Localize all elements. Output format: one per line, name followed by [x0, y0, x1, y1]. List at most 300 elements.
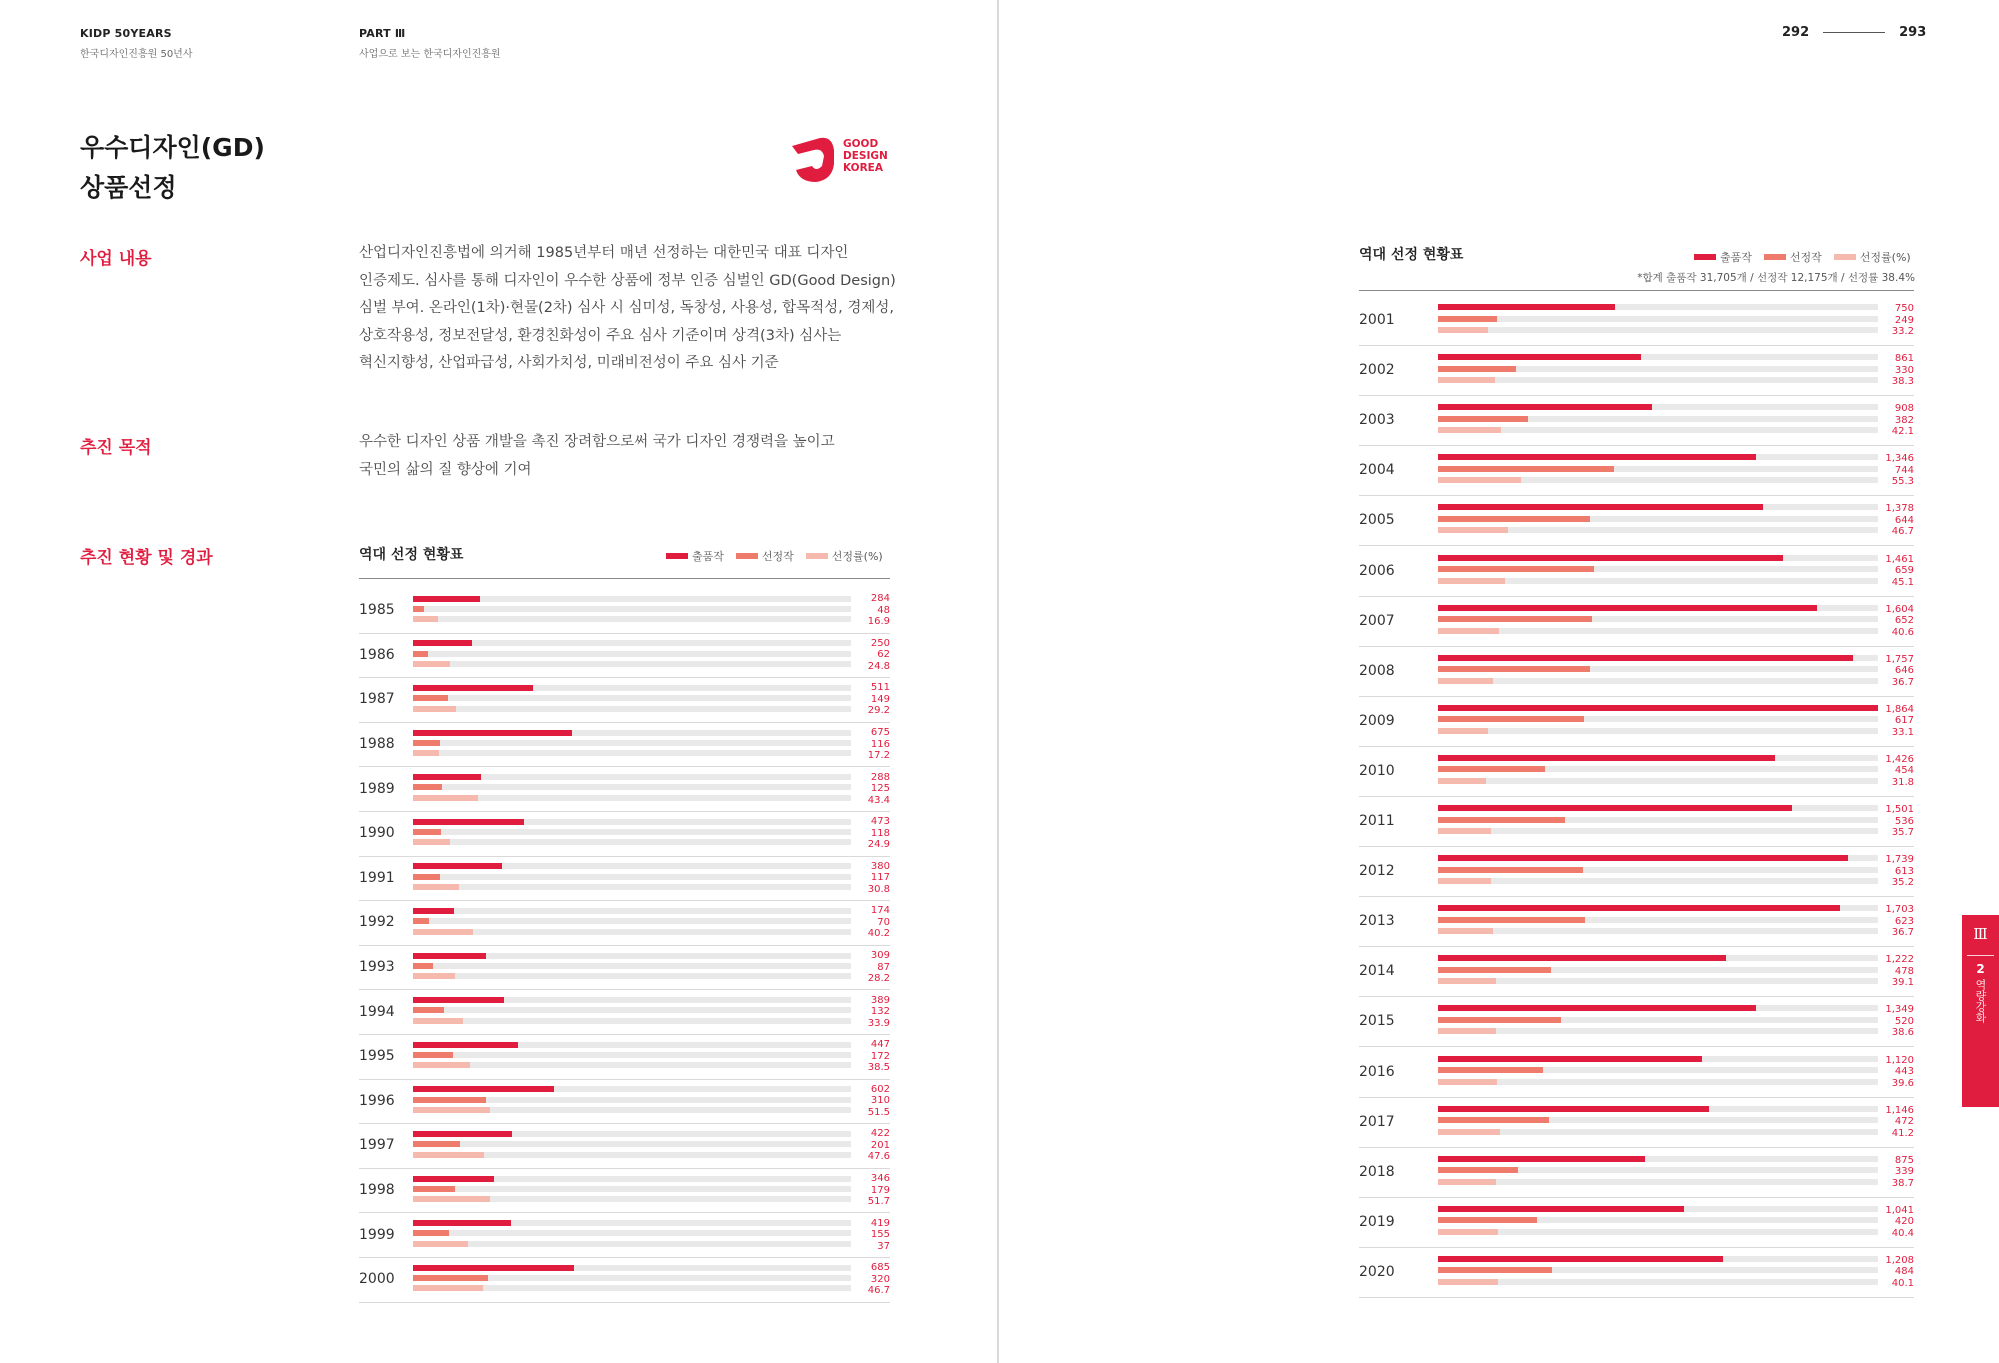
year-label: 2007: [1359, 612, 1395, 629]
value-labels: [1854, 353, 1914, 388]
bar-track: [413, 1052, 851, 1058]
rate-label: 33.9: [867, 1017, 890, 1029]
bar-track: [1438, 1229, 1878, 1235]
bar-selected: [413, 918, 429, 924]
bar-entries: [1438, 1056, 1702, 1062]
bar-selected: [413, 829, 441, 835]
chart-row-2006: [1359, 547, 1914, 597]
rate-label: 35.7: [1891, 827, 1914, 839]
chart-title-right: 역대 선정 현황표: [1359, 247, 1464, 263]
bar-rate: [413, 1285, 483, 1291]
bar-entries: [1438, 705, 1878, 711]
entries-label: 602: [870, 1083, 890, 1095]
rate-label: 46.7: [867, 1285, 890, 1297]
entries-label: 174: [870, 905, 890, 917]
chart-row-2016: [1359, 1048, 1914, 1098]
bar-track: [413, 640, 851, 646]
entries-label: 284: [870, 593, 890, 605]
bar-selected: [413, 1186, 455, 1192]
year-label: 1997: [359, 1137, 395, 1154]
selected-label: 659: [1894, 565, 1914, 577]
entries-label: 1,501: [1885, 804, 1914, 816]
bar-rate: [1438, 427, 1501, 433]
value-labels: [830, 1173, 890, 1208]
bar-track: [1438, 628, 1878, 634]
rate-label: 16.9: [867, 616, 890, 628]
rate-label: 43.4: [867, 794, 890, 806]
bar-rate: [413, 1196, 490, 1202]
chart-row-2015: [1359, 997, 1914, 1047]
rate-label: 45.1: [1891, 576, 1914, 588]
selected-label: 117: [870, 872, 890, 884]
good-design-korea-logo: [786, 136, 898, 184]
bar-track: [1438, 1129, 1878, 1135]
bar-rate: [413, 1241, 468, 1247]
bar-track: [413, 829, 851, 835]
bar-entries: [1438, 755, 1775, 761]
bar-rate: [1438, 477, 1521, 483]
selected-label: 249: [1894, 314, 1914, 326]
bar-entries: [1438, 1206, 1684, 1212]
selected-label: 613: [1894, 865, 1914, 877]
bar-rate: [413, 1107, 490, 1113]
bar-rate: [1438, 928, 1493, 934]
bar-selected: [1438, 716, 1584, 722]
value-labels: [830, 861, 890, 896]
chart-top-rule-left: [359, 578, 890, 579]
year-label: 2002: [1359, 362, 1395, 379]
entries-label: 1,349: [1885, 1004, 1914, 1016]
chart-row-2018: [1359, 1148, 1914, 1198]
chart-row-2011: [1359, 797, 1914, 847]
bar-rate: [1438, 327, 1488, 333]
bar-selected: [1438, 1067, 1543, 1073]
value-labels: [1854, 954, 1914, 989]
year-label: 2020: [1359, 1263, 1395, 1280]
entries-label: 1,346: [1885, 453, 1914, 465]
bar-selected: [413, 1275, 488, 1281]
entries-label: 447: [870, 1039, 890, 1051]
bar-track: [413, 874, 851, 880]
value-labels: [830, 638, 890, 673]
selected-label: 652: [1894, 615, 1914, 627]
bar-entries: [1438, 454, 1756, 460]
logo-text: GOOD DESIGN KOREA: [843, 138, 888, 174]
rate-label: 40.6: [1891, 626, 1914, 638]
bar-track: [413, 918, 851, 924]
value-labels: [830, 1262, 890, 1297]
side-tab-text: 역량강화: [1974, 979, 1987, 1023]
bar-rate: [413, 661, 450, 667]
chart-row-2019: [1359, 1198, 1914, 1248]
bar-selected: [1438, 1167, 1518, 1173]
year-label: 2009: [1359, 712, 1395, 729]
entries-label: 288: [870, 771, 890, 783]
rate-label: 37: [877, 1240, 890, 1252]
year-label: 1992: [359, 914, 395, 931]
selected-label: 520: [1894, 1015, 1914, 1027]
chart-top-rule-right: [1359, 290, 1914, 291]
bar-rate: [1438, 1279, 1498, 1285]
chart-row-1990: [359, 812, 890, 857]
chart-row-2004: [1359, 446, 1914, 496]
bar-entries: [413, 730, 572, 736]
bar-track: [1438, 1179, 1878, 1185]
year-label: 2012: [1359, 863, 1395, 880]
bar-rate: [413, 706, 456, 712]
rate-label: 41.2: [1891, 1127, 1914, 1139]
selected-label: 623: [1894, 915, 1914, 927]
bar-selected: [1438, 366, 1516, 372]
entries-label: 380: [870, 860, 890, 872]
selected-label: 443: [1894, 1066, 1914, 1078]
bar-entries: [413, 596, 480, 602]
rate-label: 33.2: [1891, 326, 1914, 338]
bar-rate: [1438, 1028, 1496, 1034]
rate-label: 47.6: [867, 1151, 890, 1163]
year-label: 1990: [359, 825, 395, 842]
bar-selected: [413, 740, 440, 746]
selected-label: 478: [1894, 965, 1914, 977]
bar-entries: [1438, 1005, 1756, 1011]
bar-rate: [1438, 678, 1493, 684]
entries-label: 1,222: [1885, 954, 1914, 966]
legend-entries: 출품작: [666, 548, 724, 564]
bar-track: [1438, 928, 1878, 934]
value-labels: [1854, 1055, 1914, 1090]
bar-track: [1438, 1028, 1878, 1034]
chart-footnote: *합계 출품작 31,705개 / 선정작 12,175개 / 선정률 38.4%: [1637, 272, 1915, 284]
bar-selected: [1438, 967, 1551, 973]
bar-selected: [1438, 466, 1614, 472]
chart-row-2013: [1359, 897, 1914, 947]
chapter-side-tab[interactable]: [1962, 915, 1999, 1107]
value-labels: [830, 905, 890, 940]
bar-selected: [1438, 566, 1594, 572]
entries-label: 1,739: [1885, 854, 1914, 866]
year-label: 1998: [359, 1182, 395, 1199]
value-labels: [1854, 754, 1914, 789]
right-page: [999, 0, 1999, 1363]
side-tab-divider: [1967, 955, 1994, 956]
bar-track: [413, 795, 851, 801]
entries-label: 309: [870, 950, 890, 962]
selected-label: 132: [870, 1006, 890, 1018]
bar-track: [413, 784, 851, 790]
page-numbers: [1782, 25, 1926, 40]
bar-rate: [1438, 778, 1486, 784]
value-labels: [830, 1218, 890, 1253]
selected-label: 454: [1894, 765, 1914, 777]
bar-selected: [413, 651, 428, 657]
bar-selected: [413, 1230, 449, 1236]
bar-selected: [413, 874, 440, 880]
bar-track: [1438, 728, 1878, 734]
bar-selected: [1438, 817, 1565, 823]
chart-row-1997: [359, 1124, 890, 1169]
bar-track: [1438, 828, 1878, 834]
bar-track: [413, 706, 851, 712]
rate-label: 24.8: [867, 660, 890, 672]
value-labels: [1854, 503, 1914, 538]
value-labels: [830, 682, 890, 717]
chart-row-2008: [1359, 647, 1914, 697]
running-header-part: [359, 27, 501, 60]
chart-row-2010: [1359, 747, 1914, 797]
selected-label: 87: [877, 961, 890, 973]
bar-track: [413, 1007, 851, 1013]
year-label: 2006: [1359, 562, 1395, 579]
year-label: 1999: [359, 1226, 395, 1243]
bar-rate: [413, 750, 439, 756]
bar-entries: [413, 774, 481, 780]
value-labels: [830, 593, 890, 628]
entries-label: 675: [870, 727, 890, 739]
selected-label: 155: [870, 1229, 890, 1241]
entries-label: 1,120: [1885, 1054, 1914, 1066]
chart-row-2000: [359, 1258, 890, 1303]
bar-selected: [413, 784, 442, 790]
chart-row-1987: [359, 678, 890, 723]
selected-label: 320: [870, 1273, 890, 1285]
bar-selected: [1438, 616, 1592, 622]
rate-label: 42.1: [1891, 426, 1914, 438]
entries-label: 1,461: [1885, 553, 1914, 565]
entries-label: 250: [870, 637, 890, 649]
bar-track: [413, 606, 851, 612]
value-labels: [1854, 453, 1914, 488]
value-labels: [1854, 1255, 1914, 1290]
bar-track: [1438, 427, 1878, 433]
selected-label: 116: [870, 738, 890, 750]
bar-track: [413, 750, 851, 756]
bar-selected: [1438, 1017, 1561, 1023]
bar-rate: [1438, 978, 1496, 984]
bar-track: [1438, 1079, 1878, 1085]
year-label: 2019: [1359, 1213, 1395, 1230]
part-subtitle: 사업으로 보는 한국디자인진흥원: [359, 49, 501, 60]
legend-selected: 선정작: [1764, 249, 1822, 265]
bar-track: [413, 1230, 851, 1236]
bar-entries: [413, 685, 533, 691]
gd-mark-icon: [786, 136, 838, 184]
year-label: 2011: [1359, 813, 1395, 830]
rate-label: 36.7: [1891, 676, 1914, 688]
bar-track: [413, 661, 851, 667]
entries-label: 422: [870, 1128, 890, 1140]
page-title: [80, 128, 265, 208]
bar-entries: [1438, 504, 1763, 510]
bar-entries: [1438, 905, 1840, 911]
chart-row-1988: [359, 723, 890, 768]
entries-label: 1,378: [1885, 503, 1914, 515]
chart-row-1998: [359, 1169, 890, 1214]
bar-track: [413, 1186, 851, 1192]
value-labels: [830, 1084, 890, 1119]
bar-entries: [413, 640, 472, 646]
rate-label: 38.6: [1891, 1027, 1914, 1039]
bar-entries: [1438, 605, 1817, 611]
page-number-left: 292: [1782, 25, 1810, 40]
entries-label: 685: [870, 1262, 890, 1274]
chart-row-1999: [359, 1213, 890, 1258]
selected-label: 644: [1894, 514, 1914, 526]
bar-entries: [1438, 855, 1848, 861]
chart-row-2012: [1359, 847, 1914, 897]
value-labels: [1854, 704, 1914, 739]
bar-rate: [413, 795, 478, 801]
bar-entries: [413, 908, 454, 914]
bar-selected: [413, 1007, 444, 1013]
bar-selected: [1438, 1117, 1549, 1123]
bar-rate: [413, 616, 438, 622]
bar-entries: [413, 1131, 512, 1137]
bar-track: [413, 1141, 851, 1147]
bar-rate: [1438, 1079, 1497, 1085]
left-page: [0, 0, 998, 1363]
bar-selected: [413, 1097, 486, 1103]
bar-selected: [413, 1052, 453, 1058]
year-label: 2015: [1359, 1013, 1395, 1030]
bar-track: [413, 616, 851, 622]
bar-entries: [1438, 655, 1853, 661]
business-description: 산업디자인진흥법에 의거해 1985년부터 매년 선정하는 대한민국 대표 디자인 인증제도. 심사를 통해 디자인이 우수한 상품에 정부 인증 심벌인 GD(Good Design) 심벌 부여. 온라인(1차)·현물(2차) 심사 시 심미성, 독창성, 사용성, 합목적성, 경제성, 상호작용성, 정보전달성, 환경친화성이 주요 심사 기준이며 상격(3차) 심사는 혁신지향성, 산업파급성, 사회가치성, 미래비전성이 주요 심사 기준: [359, 245, 896, 371]
chart-row-2002: [1359, 346, 1914, 396]
selected-label: 330: [1894, 364, 1914, 376]
rate-label: 46.7: [1891, 526, 1914, 538]
bar-track: [1438, 316, 1878, 322]
bar-entries: [413, 1176, 494, 1182]
part-title: PART Ⅲ: [359, 27, 406, 40]
legend-selected: 선정작: [736, 548, 794, 564]
year-label: 1986: [359, 646, 395, 663]
chart-row-2007: [1359, 597, 1914, 647]
chart-row-1996: [359, 1080, 890, 1125]
bar-selected: [413, 606, 424, 612]
bar-rate: [1438, 828, 1491, 834]
rate-label: 38.5: [867, 1062, 890, 1074]
rate-label: 51.5: [867, 1106, 890, 1118]
bar-track: [413, 740, 851, 746]
value-labels: [830, 772, 890, 807]
bar-selected: [413, 1141, 460, 1147]
bar-entries: [413, 819, 524, 825]
year-label: 1994: [359, 1003, 395, 1020]
rate-label: 39.6: [1891, 1077, 1914, 1089]
year-label: 1995: [359, 1048, 395, 1065]
bar-rate: [413, 973, 455, 979]
year-label: 1993: [359, 959, 395, 976]
bar-track: [1438, 978, 1878, 984]
chart-row-2009: [1359, 697, 1914, 747]
chart-row-1989: [359, 767, 890, 812]
chart-row-2003: [1359, 396, 1914, 446]
value-labels: [1854, 804, 1914, 839]
year-label: 2014: [1359, 963, 1395, 980]
rate-label: 39.1: [1891, 977, 1914, 989]
running-header-left: [80, 27, 193, 60]
chart-row-1995: [359, 1035, 890, 1080]
rate-label: 55.3: [1891, 476, 1914, 488]
bar-selected: [1438, 416, 1528, 422]
year-label: 2005: [1359, 512, 1395, 529]
entries-label: 1,604: [1885, 603, 1914, 615]
value-labels: [1854, 403, 1914, 438]
bar-entries: [1438, 1106, 1709, 1112]
rate-label: 38.7: [1891, 1177, 1914, 1189]
value-labels: [1854, 1155, 1914, 1190]
header-title: KIDP 50YEARS: [80, 27, 172, 40]
rate-label: 40.1: [1891, 1277, 1914, 1289]
rate-label: 28.2: [867, 973, 890, 985]
bar-entries: [1438, 354, 1641, 360]
section-label-business: 사업 내용: [80, 249, 152, 269]
bar-rate: [1438, 1229, 1498, 1235]
selected-label: 536: [1894, 815, 1914, 827]
bar-entries: [1438, 404, 1652, 410]
value-labels: [1854, 1004, 1914, 1039]
year-label: 1991: [359, 869, 395, 886]
bar-rate: [1438, 878, 1491, 884]
bar-track: [413, 1018, 851, 1024]
legend-entries: 출품작: [1694, 249, 1752, 265]
year-label: 2004: [1359, 462, 1395, 479]
entries-label: 1,757: [1885, 653, 1914, 665]
bar-rate: [413, 1152, 484, 1158]
year-label: 2013: [1359, 913, 1395, 930]
bar-track: [413, 651, 851, 657]
selected-label: 70: [877, 916, 890, 928]
selected-label: 382: [1894, 414, 1914, 426]
bar-entries: [1438, 555, 1783, 561]
section-label-status: 추진 현황 및 경과: [80, 548, 213, 568]
bar-rate: [413, 839, 450, 845]
selected-label: 179: [870, 1184, 890, 1196]
selected-label: 62: [877, 649, 890, 661]
year-label: 2017: [1359, 1113, 1395, 1130]
bar-track: [413, 929, 851, 935]
bar-entries: [413, 863, 502, 869]
selected-label: 172: [870, 1050, 890, 1062]
bar-entries: [413, 953, 486, 959]
chart-row-1985: [359, 589, 890, 634]
rate-label: 38.3: [1891, 376, 1914, 388]
entries-label: 419: [870, 1217, 890, 1229]
bar-rate: [1438, 1179, 1496, 1185]
rate-label: 40.2: [867, 928, 890, 940]
bar-track: [413, 695, 851, 701]
year-label: 1985: [359, 602, 395, 619]
selected-label: 118: [870, 827, 890, 839]
bar-track: [1438, 678, 1878, 684]
bar-selected: [1438, 316, 1497, 322]
value-labels: [1854, 904, 1914, 939]
chart-row-1993: [359, 946, 890, 991]
chart-row-1991: [359, 857, 890, 902]
year-label: 2001: [1359, 312, 1395, 329]
year-label: 1987: [359, 691, 395, 708]
legend-rate: 선정률(%): [806, 548, 883, 564]
bar-rate: [1438, 578, 1505, 584]
value-labels: [830, 1128, 890, 1163]
entries-label: 750: [1894, 303, 1914, 315]
chart-row-2005: [1359, 496, 1914, 546]
entries-label: 346: [870, 1173, 890, 1185]
value-labels: [830, 727, 890, 762]
bar-selected: [1438, 1217, 1537, 1223]
bar-track: [413, 973, 851, 979]
rate-label: 17.2: [867, 750, 890, 762]
